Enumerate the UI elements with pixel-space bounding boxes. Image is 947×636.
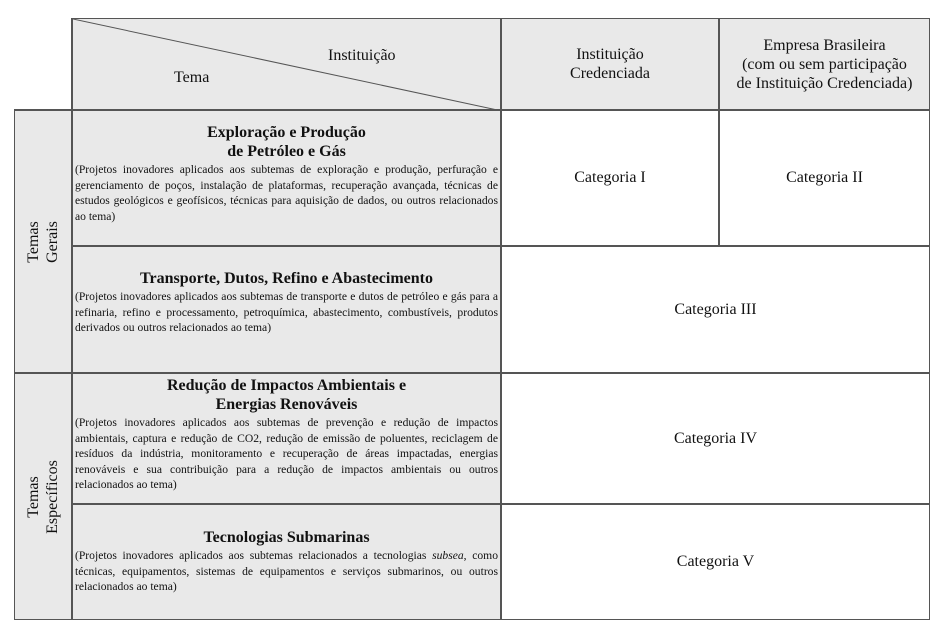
category-ii-cell <box>719 110 930 246</box>
topic-description: (Projetos inovadores aplicados aos subtemas relacionados a tecnologias subsea, como técnicas, equipamentos, sistemas de equipamentos e serviços submarinos, ou outros relacionados ao tema) <box>75 549 498 593</box>
topic-title: Redução de Impactos Ambientais e Energias Renováveis <box>166 377 407 413</box>
category-i-cell <box>501 110 719 246</box>
topic-description: (Projetos inovadores aplicados aos subtemas de exploração e produção, perfuração e gerenciamento de poços, instalação de plataformas, recuperação avançada, técnicas de estudos geológicos e geofísicos, técnicas para aquisição de dados, ou outros relacionados ao tema) <box>75 163 498 223</box>
group-temas-especificos-label: Temas Específicos <box>25 459 61 534</box>
header-diagonal-cell <box>72 18 501 110</box>
group-temas-gerais-label: Temas Gerais <box>25 220 61 263</box>
header-diagonal-bottom-label: Tema <box>174 69 210 86</box>
diagonal-line <box>73 19 502 111</box>
header-col2-line3: de Instituição Credenciada) <box>736 74 913 92</box>
topic-title: Transporte, Dutos, Refino e Abastecimento <box>139 270 433 287</box>
category-iv-cell <box>501 373 930 504</box>
categories-table <box>14 18 930 620</box>
topic-tecnologias-submarinas <box>72 504 501 620</box>
category-label: Categoria II <box>786 169 863 186</box>
header-instituicao-credenciada <box>501 18 719 110</box>
topic-title: Tecnologias Submarinas <box>203 529 370 546</box>
header-col1-line1: Instituição <box>576 46 644 63</box>
group-temas-especificos <box>14 373 72 620</box>
category-label: Categoria IV <box>673 429 758 447</box>
category-v-cell <box>501 504 930 620</box>
topic-exploracao-producao <box>72 110 501 246</box>
header-col1-line2: Credenciada <box>570 65 650 82</box>
group-temas-gerais <box>14 110 72 373</box>
topic-transporte-refino <box>72 246 501 373</box>
header-col2-line2: (com ou sem participação <box>742 55 907 73</box>
category-label: Categoria I <box>574 169 646 186</box>
header-empresa-brasileira <box>719 18 930 110</box>
category-label: Categoria V <box>676 553 755 570</box>
topic-description: (Projetos inovadores aplicados aos subtemas de prevenção e redução de impactos ambientais, captura e redução de CO2, redução de emissão de poluentes, reciclagem de resíduos da indústria, monitoramento e recuperação de áreas impactadas, energias renováveis e sua contribuição para a redução de impactos ambientais ou outros relacionados ao tema) <box>75 416 498 491</box>
header-col2-line1: Empresa Brasileira <box>763 36 886 54</box>
category-iii-cell <box>501 246 930 373</box>
header-diagonal-top-label: Instituição <box>328 47 396 64</box>
topic-reducao-impactos <box>72 373 501 504</box>
category-label: Categoria III <box>674 300 757 318</box>
header-empty-corner <box>14 18 72 110</box>
topic-title: Exploração e Produção de Petróleo e Gás <box>207 124 366 160</box>
topic-description: (Projetos inovadores aplicados aos subtemas de transporte e dutos de petróleo e gás para a refinaria, refino e processamento, petroquímica, abastecimento, combustíveis, produtos derivados ou outros relacionados ao tema) <box>75 290 498 334</box>
